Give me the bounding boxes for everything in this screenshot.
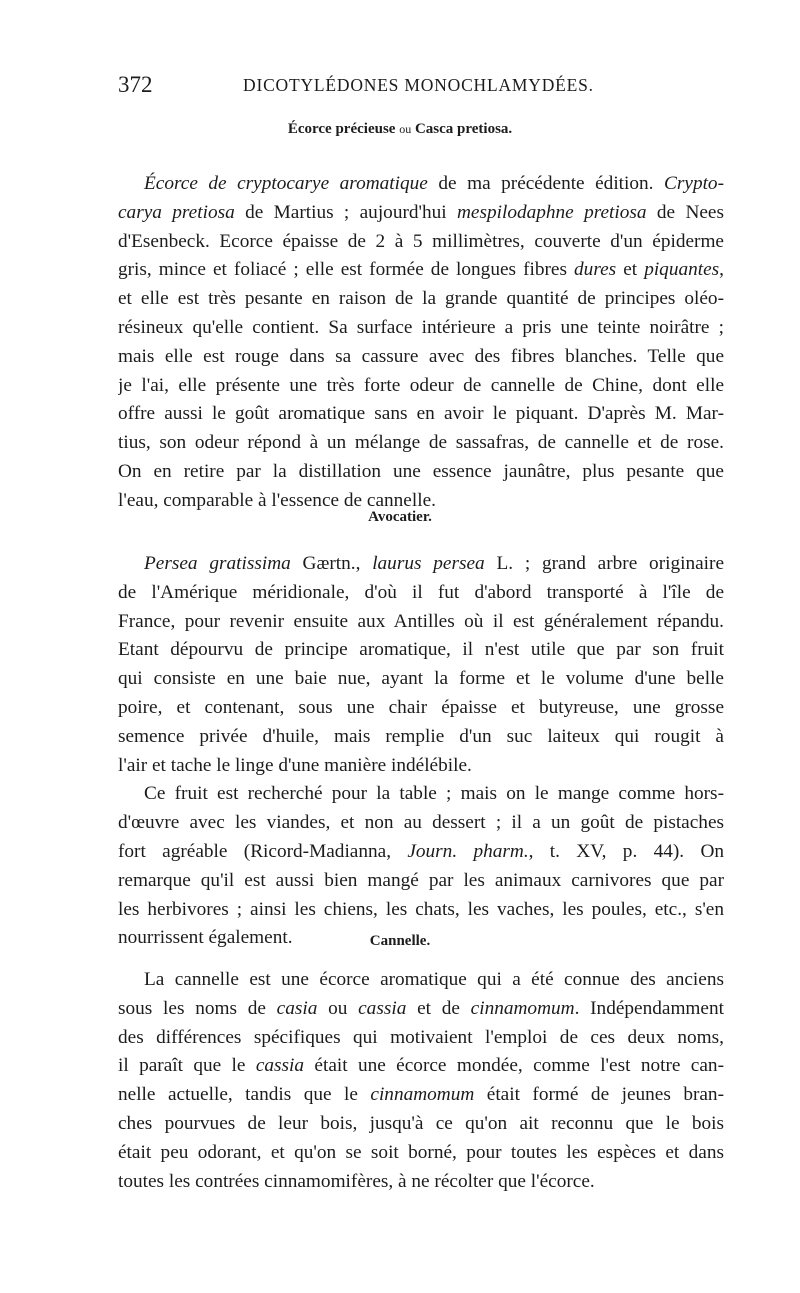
text-run: sous les noms de — [118, 997, 277, 1019]
text-run: . Indépendamment — [574, 997, 724, 1019]
heading-alt: Casca pretiosa. — [414, 121, 513, 137]
italic-text: cassia — [255, 1055, 305, 1077]
heading-main: Cannelle. — [369, 933, 431, 949]
text-run: mais elle est rouge dans sa cassure avec des fibres blanches. Telle que — [118, 345, 724, 367]
text-run: qui consiste en une baie nue, ayant la forme et le volume d'une belle — [118, 668, 724, 690]
italic-text: cinnamomum — [370, 1084, 475, 1106]
text-line — [118, 199, 724, 228]
section-body-ecorce-precieuse — [118, 170, 724, 516]
text-run: nourrissent également. — [118, 927, 293, 949]
text-run: , t. XV, p. 44). On — [528, 840, 724, 862]
text-line — [118, 285, 724, 314]
text-run: les herbivores ; ainsi les chiens, les chats, les vaches, les poules, etc., s'en — [118, 898, 724, 920]
italic-text: Écorce de cryptocarye aromatique — [144, 173, 428, 194]
running-header — [118, 72, 718, 102]
text-line — [118, 665, 724, 694]
text-run: l'air et tache le linge d'une manière indélébile. — [118, 754, 472, 776]
section-body-avocatier — [118, 550, 724, 953]
text-run: , — [719, 259, 724, 281]
running-title: DICOTYLÉDONES MONOCHLAMYDÉES. — [243, 75, 594, 95]
text-line — [118, 1110, 724, 1139]
text-line — [118, 723, 724, 752]
page-number: 372 — [118, 72, 153, 97]
heading-conjunction: ou — [399, 122, 412, 136]
italic-text: piquantes — [644, 259, 720, 281]
text-run: L. ; grand arbre originaire — [484, 553, 724, 574]
italic-text: Journ. pharm. — [407, 840, 529, 862]
text-run: toutes les contrées cinnamomifères, à ne récolter que l'écorce. — [118, 1170, 595, 1192]
text-run: remarque qu'il est aussi bien mangé par les animaux carnivores que par — [118, 869, 724, 891]
text-line — [118, 1024, 724, 1053]
text-run: était peu odorant, et qu'on se soit borné, pour toutes les espèces et dans — [118, 1141, 724, 1163]
text-run: de Nees — [646, 201, 724, 223]
text-run: d'Esenbeck. Ecorce épaisse de 2 à 5 millimètres, couverte d'un épiderme — [118, 230, 724, 252]
text-line — [118, 995, 724, 1024]
text-line — [118, 752, 724, 781]
text-line — [118, 1139, 724, 1168]
text-run: nelle actuelle, tandis que le — [118, 1084, 371, 1106]
section-heading-ecorce-precieuse — [0, 121, 800, 138]
text-run: ches pourvues de leur bois, jusqu'à ce qu'on ait reconnu que le bois — [118, 1112, 724, 1134]
text-line — [118, 838, 724, 867]
text-line — [118, 1052, 724, 1081]
section-body-cannelle — [118, 966, 724, 1196]
text-run: fort agréable (Ricord-Madianna, — [118, 840, 408, 862]
text-run: poire, et contenant, sous une chair épaisse et butyreuse, une grosse — [118, 696, 724, 718]
text-line — [118, 550, 724, 579]
heading-main: Avocatier. — [368, 509, 432, 525]
text-run: gris, mince et foliacé ; elle est formée de longues fibres — [118, 259, 575, 281]
text-run: ou — [317, 997, 359, 1019]
text-run: On en retire par la distillation une essence jaunâtre, plus pesante que — [118, 460, 724, 482]
italic-text: Persea gratissima — [144, 553, 291, 574]
section-heading-cannelle — [0, 933, 800, 950]
text-line — [118, 694, 724, 723]
italic-text: Crypto- — [664, 173, 724, 194]
italic-text: carya pretiosa — [118, 201, 235, 223]
text-line — [118, 579, 724, 608]
text-run: La cannelle est une écorce aromatique qui a été connue des anciens — [144, 969, 724, 990]
text-run: offre aussi le goût aromatique sans en avoir le piquant. D'après M. Mar- — [118, 403, 724, 425]
text-line — [118, 256, 724, 285]
text-line — [118, 314, 724, 343]
text-run: résineux qu'elle contient. Sa surface intérieure a pris une teinte noirâtre ; — [118, 316, 724, 338]
text-run: France, pour revenir ensuite aux Antilles où il est généralement répandu. — [118, 610, 724, 632]
text-line — [118, 1081, 724, 1110]
text-run: était formé de jeunes bran- — [474, 1084, 724, 1106]
text-run: et — [616, 259, 645, 281]
text-run: semence privée d'huile, mais remplie d'un suc laiteux qui rougit à — [118, 725, 724, 747]
text-line — [118, 1168, 724, 1197]
text-line — [118, 867, 724, 896]
text-line — [118, 896, 724, 925]
text-line — [118, 400, 724, 429]
text-run: et elle est très pesante en raison de la grande quantité de principes oléo- — [118, 288, 724, 310]
italic-text: dures — [574, 259, 617, 281]
text-line — [118, 636, 724, 665]
text-run: Etant dépourvu de principe aromatique, il n'est utile que par son fruit — [118, 639, 724, 661]
text-line — [118, 458, 724, 487]
text-run: je l'ai, elle présente une très forte odeur de cannelle de Chine, dont elle — [118, 374, 724, 396]
text-run: des différences spécifiques qui motivaient l'emploi de ces deux noms, — [118, 1026, 724, 1048]
text-run: d'œuvre avec les viandes, et non au dessert ; il a un goût de pistaches — [118, 812, 724, 834]
text-line — [118, 228, 724, 257]
heading-main: Écorce précieuse — [287, 121, 396, 137]
text-run: Ce fruit est recherché pour la table ; mais on le mange comme hors- — [144, 783, 724, 805]
text-run: et de — [406, 997, 471, 1019]
italic-text: laurus persea — [372, 553, 485, 574]
text-run: de Martius ; aujourd'hui — [234, 201, 457, 223]
text-run: de l'Amérique méridionale, d'où il fut d'abord transporté à l'île de — [118, 581, 724, 603]
section-heading-avocatier — [0, 509, 800, 526]
text-run: Gærtn., — [290, 553, 373, 574]
text-line — [118, 780, 724, 809]
text-line — [118, 429, 724, 458]
italic-text: cinnamomum — [470, 997, 575, 1019]
text-line — [118, 809, 724, 838]
text-line — [118, 966, 724, 995]
italic-text: mespilodaphne pretiosa — [456, 201, 647, 223]
text-line — [118, 608, 724, 637]
italic-text: cassia — [358, 997, 407, 1019]
text-line — [118, 372, 724, 401]
text-run: était une écorce mondée, comme l'est notre can- — [304, 1055, 724, 1077]
text-run: l'eau, comparable à l'essence de cannelle. — [118, 489, 436, 511]
text-run: il paraît que le — [118, 1055, 256, 1077]
text-run: de ma précédente édition. — [427, 173, 665, 194]
text-run: tius, son odeur répond à un mélange de sassafras, de cannelle et de rose. — [118, 432, 724, 454]
italic-text: casia — [276, 997, 318, 1019]
text-line — [118, 343, 724, 372]
text-line — [118, 170, 724, 199]
